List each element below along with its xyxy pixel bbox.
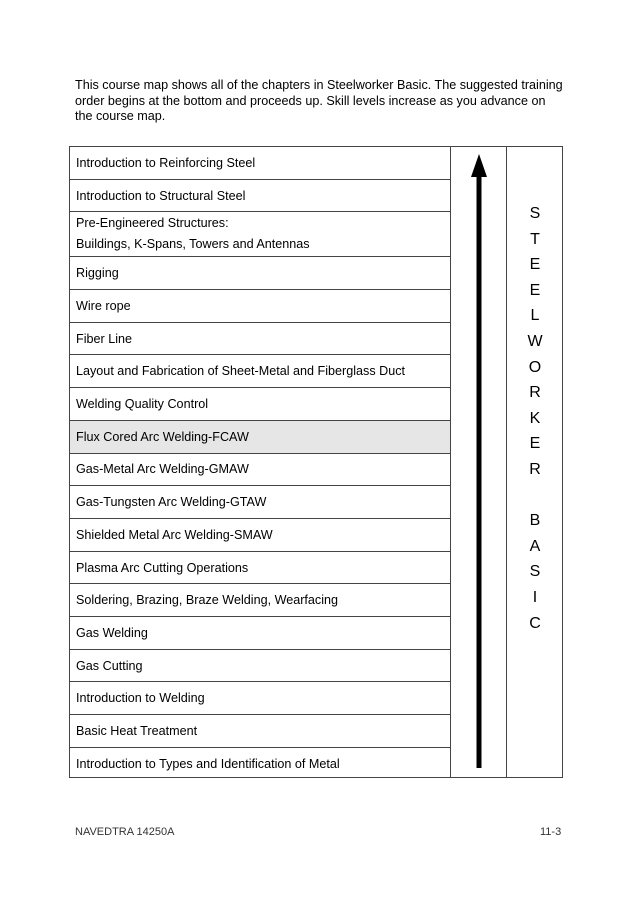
chapter-row <box>70 617 450 650</box>
chapter-label: Gas-Metal Arc Welding-GMAW <box>76 462 249 477</box>
chapter-label: Basic Heat Treatment <box>76 724 198 739</box>
chapter-label: Wire rope <box>76 298 131 313</box>
intro-line-2: order begins at the bottom and proceeds up. Skill levels increase as you advance on <box>75 93 546 108</box>
title-letter: S <box>529 563 541 581</box>
chapter-label-line-2: Buildings, K-Spans, Towers and Antennas <box>76 237 310 252</box>
chapter-row <box>70 552 450 585</box>
title-letter: R <box>529 384 541 402</box>
title-letter: T <box>530 230 540 248</box>
chapter-label: Gas Welding <box>76 625 148 640</box>
chapter-row <box>70 257 450 290</box>
chapter-label: Soldering, Brazing, Braze Welding, Wearfacing <box>76 593 339 608</box>
course-title-vertical <box>507 147 563 777</box>
page-number: 11-3 <box>540 826 562 838</box>
title-letter: E <box>529 435 541 453</box>
chapter-label: Gas Cutting <box>76 658 143 673</box>
chapter-label: Flux Cored Arc Welding-FCAW <box>76 429 249 444</box>
chapter-label: Introduction to Welding <box>76 691 205 706</box>
chapter-label: Pre-Engineered Structures: <box>76 216 229 231</box>
chapter-row <box>70 356 450 389</box>
chapter-label: Shielded Metal Arc Welding-SMAW <box>76 527 273 542</box>
chapter-row <box>70 180 450 213</box>
chapter-row <box>70 519 450 552</box>
chapter-row <box>70 486 450 519</box>
chapter-row <box>70 388 450 421</box>
chapter-row <box>70 290 450 323</box>
title-letter: C <box>529 614 541 632</box>
title-letter: R <box>529 461 541 478</box>
chapter-label: Introduction to Types and Identification of Metal <box>76 757 340 772</box>
chapter-list <box>70 147 451 777</box>
title-letter: W <box>527 333 543 350</box>
chapter-row <box>70 584 450 617</box>
chapter-row <box>70 715 450 748</box>
title-letter: B <box>529 512 541 530</box>
title-letter: K <box>529 409 541 427</box>
title-letter: O <box>528 358 542 376</box>
title-letter: L <box>530 307 540 325</box>
up-arrow-icon <box>451 147 506 777</box>
title-letter: E <box>529 281 541 299</box>
chapter-row <box>70 147 450 180</box>
title-letter: S <box>529 205 541 222</box>
chapter-label: Layout and Fabrication of Sheet-Metal and Fiberglass Duct <box>76 364 406 379</box>
intro-paragraph <box>75 78 575 125</box>
chapter-row <box>70 748 450 781</box>
intro-line-3: the course map. <box>75 109 166 123</box>
chapter-row <box>70 421 450 454</box>
chapter-row <box>70 650 450 683</box>
chapter-row <box>70 454 450 487</box>
title-letter: I <box>532 589 538 606</box>
chapter-label: Introduction to Reinforcing Steel <box>76 155 256 170</box>
chapter-label: Plasma Arc Cutting Operations <box>76 560 249 575</box>
progression-arrow-column <box>451 147 507 777</box>
chapter-label: Welding Quality Control <box>76 397 209 412</box>
title-letter: A <box>529 537 541 555</box>
chapter-row <box>70 683 450 716</box>
chapter-label: Fiber Line <box>76 331 133 346</box>
intro-line-1: This course map shows all of the chapters in Steelworker Basic. The suggested training <box>75 78 563 92</box>
chapter-row <box>70 323 450 356</box>
chapter-label: Gas-Tungsten Arc Welding-GTAW <box>76 495 267 510</box>
chapter-label: Rigging <box>76 266 119 281</box>
title-letter: E <box>529 256 541 274</box>
chapter-label: Introduction to Structural Steel <box>76 188 246 203</box>
course-map-table <box>69 146 563 778</box>
chapter-row <box>70 212 450 257</box>
document-number: NAVEDTRA 14250A <box>75 826 175 838</box>
